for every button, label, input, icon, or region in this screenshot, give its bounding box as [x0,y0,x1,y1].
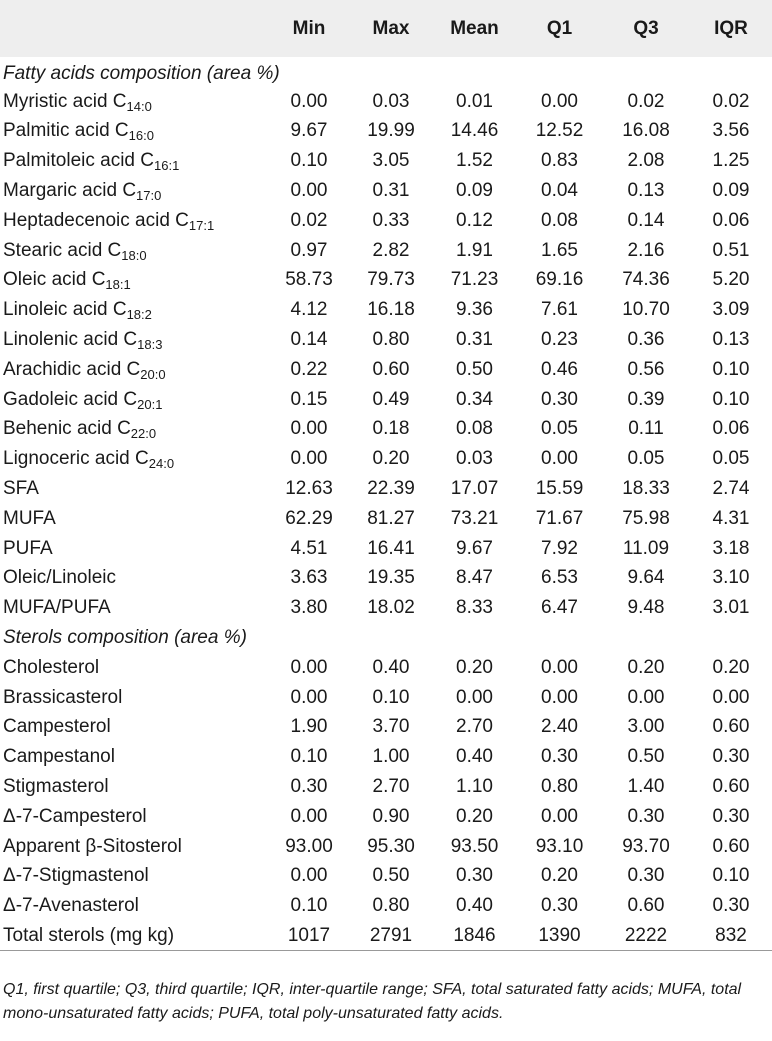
cell-value: 16.41 [367,537,415,559]
row-label-text: Behenic acid C [3,418,131,440]
section-header-row [0,623,772,653]
row-label-subscript: 14:0 [126,98,152,114]
row-label-subscript: 17:0 [136,188,162,204]
cell-value: 0.03 [456,448,493,470]
table-row [0,146,772,176]
cell-value: 0.20 [456,656,493,678]
row-label-text: Δ-7-Avenasterol [3,895,139,917]
cell-value: 0.30 [541,746,578,768]
cell-value: 93.50 [450,835,499,857]
cell-value: 0.02 [712,90,750,112]
cell-value: 12.52 [535,120,584,142]
cell-value: 0.00 [712,686,750,708]
cell-value: 0.03 [372,90,410,112]
row-label-text: SFA [3,478,39,500]
row-label [0,713,268,743]
table-row [0,534,772,564]
cell-value: 0.00 [541,805,578,827]
table-row [0,266,772,296]
row-label-text: Arachidic acid C [3,358,141,380]
row-label [0,683,268,713]
column-header [0,0,268,57]
cell-value: 0.20 [372,448,410,470]
cell-value: 1.25 [712,150,750,172]
cell-value: 19.99 [367,120,415,142]
row-label [0,176,268,206]
cell-value: 0.20 [627,656,665,678]
row-label [0,385,268,415]
row-label [0,236,268,266]
cell-value: 0.10 [290,150,328,172]
row-label-text: Stigmasterol [3,776,109,798]
cell-value: 2.82 [372,239,410,261]
table-body [0,57,772,951]
table-row [0,683,772,713]
table-row [0,474,772,504]
row-label-text: Stearic acid C [3,239,122,261]
cell-value: 0.10 [712,358,750,380]
cell-value: 0.00 [541,448,578,470]
row-label-text: Oleic acid C [3,269,106,291]
row-label-text: MUFA/PUFA [3,597,111,619]
row-label-text: Lignoceric acid C [3,448,149,470]
cell-value: 0.02 [627,90,665,112]
cell-value: 0.80 [372,329,410,351]
cell-value: 0.31 [372,180,410,202]
cell-value: 9.67 [290,120,328,142]
table-row [0,355,772,385]
cell-value: 0.00 [290,180,328,202]
cell-value: 0.05 [627,448,665,470]
cell-value: 0.11 [628,418,664,440]
cell-value: 95.30 [367,835,415,857]
row-label-text: Linolenic acid C [3,329,138,351]
cell-value: 0.20 [456,805,493,827]
cell-value: 5.20 [712,269,750,291]
table-row [0,713,772,743]
cell-value: 0.30 [712,895,750,917]
row-label [0,325,268,355]
table-row [0,742,772,772]
cell-value: 4.12 [290,299,328,321]
cell-value: 1.10 [456,776,493,798]
row-label-text: Δ-7-Campesterol [3,805,147,827]
cell-value: 0.08 [456,418,493,440]
cell-value: 0.50 [372,865,410,887]
table-row [0,444,772,474]
table-row [0,236,772,266]
cell-value: 0.10 [712,388,750,410]
cell-value: 79.73 [367,269,415,291]
table-row [0,295,772,325]
cell-value: 0.01 [456,90,493,112]
column-header-mean: Mean [450,17,499,39]
table-row [0,921,772,951]
row-label-text: Gadoleic acid C [3,388,138,410]
cell-value: 0.10 [712,865,750,887]
cell-value: 0.00 [290,805,328,827]
cell-value: 0.00 [456,686,493,708]
cell-value: 0.15 [290,388,328,410]
table-row [0,772,772,802]
cell-value: 0.14 [627,209,665,231]
cell-value: 1.00 [372,746,410,768]
cell-value: 0.50 [456,358,493,380]
cell-value: 0.97 [290,239,328,261]
cell-value: 0.00 [290,865,328,887]
cell-value: 93.00 [285,835,333,857]
cell-value: 0.39 [627,388,665,410]
cell-value: 0.40 [372,656,410,678]
cell-value: 73.21 [450,507,499,529]
cell-value: 2.70 [372,776,410,798]
cell-value: 71.23 [450,269,499,291]
row-label [0,742,268,772]
cell-value: 0.34 [456,388,493,410]
cell-value: 0.80 [541,776,578,798]
table-row [0,504,772,534]
row-label-text: Campesterol [3,716,111,738]
row-label-text: Linoleic acid C [3,299,127,321]
row-label [0,415,268,445]
section-header-row [0,57,772,87]
row-label-subscript: 18:3 [137,337,163,353]
row-label-text: Oleic/Linoleic [3,567,116,589]
cell-value: 0.30 [627,805,665,827]
row-label-text: MUFA [3,507,56,529]
row-label [0,146,268,176]
cell-value: 0.00 [541,90,578,112]
cell-value: 75.98 [622,507,670,529]
table-row [0,117,772,147]
row-label [0,921,268,951]
cell-value: 3.05 [372,150,410,172]
row-label-text: PUFA [3,537,53,559]
cell-value: 6.47 [541,597,578,619]
row-label-subscript: 22:0 [130,426,157,442]
cell-value: 0.12 [456,209,493,231]
cell-value: 10.70 [622,299,670,321]
cell-value: 7.92 [541,537,578,559]
cell-value: 3.70 [372,716,410,738]
cell-value: 2.08 [627,150,665,172]
cell-value: 832 [690,921,772,951]
cell-value: 0.51 [712,239,750,261]
row-label [0,862,268,892]
row-label [0,832,268,862]
row-label-subscript: 20:0 [140,366,166,382]
cell-value: 0.60 [372,358,410,380]
row-label-text: Brassicasterol [3,686,123,708]
cell-value: 1.65 [541,239,578,261]
cell-value: 1390 [517,921,602,951]
table-row [0,385,772,415]
cell-value: 0.50 [627,746,665,768]
cell-value: 0.09 [456,180,493,202]
cell-value: 14.46 [450,120,499,142]
cell-value: 7.61 [541,299,578,321]
row-label [0,295,268,325]
cell-value: 0.00 [290,448,328,470]
cell-value: 93.70 [622,835,670,857]
cell-value: 2791 [350,921,432,951]
cell-value: 0.60 [712,835,750,857]
row-label [0,355,268,385]
cell-value: 0.00 [290,656,328,678]
row-label [0,891,268,921]
cell-value: 2222 [602,921,690,951]
cell-value: 71.67 [535,507,584,529]
cell-value: 1.90 [290,716,328,738]
cell-value: 0.30 [712,746,750,768]
cell-value: 0.80 [372,895,410,917]
cell-value: 0.00 [627,686,665,708]
cell-value: 18.02 [367,597,415,619]
row-label [0,653,268,683]
cell-value: 0.10 [372,686,410,708]
cell-value: 0.13 [627,180,665,202]
header-row [0,0,772,57]
cell-value: 93.10 [535,835,584,857]
table-row [0,653,772,683]
cell-value: 11.09 [622,537,670,559]
cell-value: 22.39 [367,478,415,500]
cell-value: 0.40 [456,895,493,917]
table-row [0,176,772,206]
table-row [0,87,772,117]
table-row [0,891,772,921]
cell-value: 0.00 [290,90,328,112]
row-label-text: Palmitoleic acid C [3,150,154,172]
table-row [0,802,772,832]
row-label [0,87,268,117]
row-label-subscript: 18:1 [105,277,131,293]
row-label-text: Cholesterol [3,656,100,678]
cell-value: 69.16 [535,269,584,291]
cell-value: 9.67 [456,537,493,559]
cell-value: 19.35 [367,567,415,589]
cell-value: 0.60 [712,776,750,798]
cell-value: 0.49 [372,388,410,410]
cell-value: 0.60 [712,716,750,738]
row-label [0,593,268,623]
row-label [0,266,268,296]
cell-value: 1.40 [627,776,665,798]
cell-value: 0.08 [541,209,578,231]
cell-value: 16.08 [622,120,670,142]
row-label [0,772,268,802]
cell-value: 3.09 [712,299,750,321]
cell-value: 0.30 [290,776,328,798]
row-label-text: Total sterols (mg kg) [3,924,175,946]
cell-value: 3.80 [290,597,328,619]
section-title: Fatty acids composition (area %) [3,62,280,84]
cell-value: 0.10 [290,746,328,768]
cell-value: 6.53 [541,567,578,589]
row-label-text: Myristic acid C [3,90,127,112]
cell-value: 0.14 [290,329,328,351]
cell-value: 0.00 [541,656,578,678]
cell-value: 3.56 [712,120,750,142]
row-label [0,534,268,564]
row-label [0,504,268,534]
cell-value: 0.30 [541,895,578,917]
column-header-min: Min [292,17,326,39]
cell-value: 12.63 [285,478,333,500]
cell-value: 0.20 [541,865,578,887]
cell-value: 8.47 [456,567,493,589]
cell-value: 0.30 [456,865,493,887]
cell-value: 4.51 [290,537,328,559]
cell-value: 0.02 [290,209,328,231]
cell-value: 0.00 [290,418,328,440]
cell-value: 0.09 [712,180,750,202]
row-label-text: Margaric acid C [3,180,137,202]
cell-value: 0.30 [541,388,578,410]
cell-value: 0.18 [372,418,410,440]
cell-value: 0.22 [290,358,328,380]
cell-value: 9.48 [627,597,665,619]
cell-value: 0.00 [290,686,328,708]
table-row [0,206,772,236]
cell-value: 0.05 [541,418,578,440]
cell-value: 16.18 [367,299,415,321]
cell-value: 3.63 [290,567,328,589]
cell-value: 2.70 [456,716,493,738]
row-label-subscript: 17:1 [188,217,215,233]
cell-value: 18.33 [622,478,670,500]
cell-value: 3.10 [712,567,750,589]
column-header-max: Max [372,17,410,39]
section-title: Sterols composition (area %) [3,627,247,649]
cell-value: 0.10 [290,895,328,917]
cell-value: 2.74 [712,478,750,500]
row-label-text: Apparent β-Sitosterol [3,835,182,857]
row-label [0,206,268,236]
row-label-subscript: 16:0 [128,128,154,144]
row-label [0,444,268,474]
row-label [0,564,268,594]
cell-value: 17.07 [450,478,499,500]
cell-value: 0.83 [541,150,578,172]
cell-value: 0.23 [541,329,578,351]
cell-value: 58.73 [285,269,333,291]
table-row [0,832,772,862]
cell-value: 9.64 [627,567,665,589]
cell-value: 1017 [268,921,350,951]
cell-value: 0.40 [456,746,493,768]
cell-value: 3.00 [627,716,665,738]
cell-value: 0.13 [712,329,750,351]
row-label-subscript: 18:0 [121,247,147,263]
cell-value: 0.00 [541,686,578,708]
row-label-subscript: 16:1 [154,158,180,174]
row-label [0,474,268,504]
cell-value: 74.36 [622,269,670,291]
row-label [0,117,268,147]
cell-value: 0.31 [456,329,493,351]
column-header-iqr: IQR [714,17,748,39]
cell-value: 0.90 [372,805,410,827]
row-label-subscript: 20:1 [137,396,163,412]
table-row [0,415,772,445]
cell-value: 0.33 [372,209,410,231]
cell-value: 3.18 [712,537,750,559]
cell-value: 0.60 [627,895,665,917]
cell-value: 0.46 [541,358,578,380]
cell-value: 1.91 [456,239,493,261]
cell-value: 8.33 [456,597,493,619]
cell-value: 4.31 [712,507,750,529]
cell-value: 3.01 [712,597,750,619]
row-label-text: Campestanol [3,746,115,768]
row-label-text: Palmitic acid C [3,120,129,142]
row-label-text: Heptadecenoic acid C [3,209,189,231]
row-label [0,802,268,832]
cell-value: 0.06 [712,418,750,440]
row-label-text: Δ-7-Stigmastenol [3,865,149,887]
cell-value: 1.52 [456,150,493,172]
column-header-q1: Q1 [546,17,573,39]
cell-value: 0.56 [627,358,665,380]
cell-value: 0.06 [712,209,750,231]
cell-value: 0.30 [712,805,750,827]
cell-value: 0.30 [627,865,665,887]
table-row [0,593,772,623]
cell-value: 0.20 [712,656,750,678]
column-header-q3: Q3 [633,17,659,39]
table-row [0,564,772,594]
row-label-subscript: 24:0 [148,456,175,472]
cell-value: 62.29 [285,507,333,529]
cell-value: 81.27 [367,507,415,529]
row-label-subscript: 18:2 [126,307,152,323]
table-footnote: Q1, first quartile; Q3, third quartile; IQR, inter-quartile range; SFA, total saturated fatty acids; MUFA, total mono-unsaturated fatty acids; PUFA, total poly-unsaturated fatty acids. [3,981,742,1022]
cell-value: 9.36 [456,299,493,321]
cell-value: 2.40 [541,716,578,738]
cell-value: 0.04 [541,180,578,202]
table-row [0,325,772,355]
cell-value: 0.05 [712,448,750,470]
cell-value: 1846 [432,921,517,951]
cell-value: 2.16 [627,239,665,261]
cell-value: 0.36 [627,329,665,351]
cell-value: 15.59 [535,478,584,500]
table-row [0,862,772,892]
